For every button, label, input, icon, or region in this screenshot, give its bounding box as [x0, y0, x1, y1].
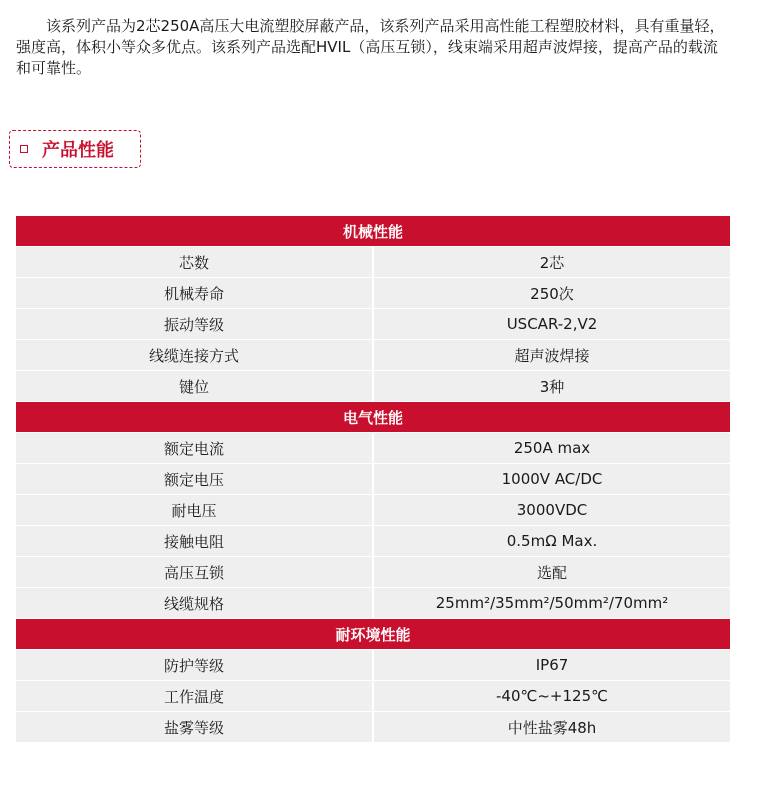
spec-value: -40℃~+125℃ — [373, 681, 730, 712]
section-title: 产品性能 — [42, 140, 114, 161]
spec-key: 额定电流 — [16, 433, 373, 464]
group-title: 耐环境性能 — [16, 619, 730, 650]
spec-key: 防护等级 — [16, 650, 373, 681]
table-row — [16, 278, 730, 309]
table-row — [16, 371, 730, 402]
spec-key: 键位 — [16, 371, 373, 402]
table-row — [16, 464, 730, 495]
spec-value: 超声波焊接 — [373, 340, 730, 371]
section-heading — [9, 130, 141, 168]
spec-key: 高压互锁 — [16, 557, 373, 588]
spec-value: 250A max — [373, 433, 730, 464]
spec-key: 盐雾等级 — [16, 712, 373, 743]
table-row — [16, 588, 730, 619]
table-row — [16, 340, 730, 371]
spec-value: 3种 — [373, 371, 730, 402]
spec-value: 2芯 — [373, 247, 730, 278]
intro-paragraph: 该系列产品为2芯250A高压大电流塑胶屏蔽产品，该系列产品采用高性能工程塑胶材料，具有重量轻，强度高，体积小等众多优点。该系列产品选配HVIL（高压互锁），线束端采用超声波焊接，提高产品的载流和可靠性。 — [16, 17, 725, 77]
table-row — [16, 650, 730, 681]
spec-value: 3000VDC — [373, 495, 730, 526]
spec-table — [16, 216, 730, 743]
group-header-environmental — [16, 619, 730, 650]
group-title: 机械性能 — [16, 216, 730, 247]
group-header-electrical — [16, 402, 730, 433]
table-row — [16, 309, 730, 340]
spec-value: 250次 — [373, 278, 730, 309]
spec-value: 1000V AC/DC — [373, 464, 730, 495]
spec-value: 中性盐雾48h — [373, 712, 730, 743]
spec-key: 芯数 — [16, 247, 373, 278]
spec-key: 接触电阻 — [16, 526, 373, 557]
group-title: 电气性能 — [16, 402, 730, 433]
spec-key: 工作温度 — [16, 681, 373, 712]
table-row — [16, 557, 730, 588]
spec-value: 选配 — [373, 557, 730, 588]
spec-key: 机械寿命 — [16, 278, 373, 309]
spec-key: 耐电压 — [16, 495, 373, 526]
table-row — [16, 495, 730, 526]
spec-key: 线缆规格 — [16, 588, 373, 619]
spec-value: USCAR-2,V2 — [373, 309, 730, 340]
table-row — [16, 712, 730, 743]
table-row — [16, 526, 730, 557]
table-row — [16, 433, 730, 464]
spec-value: 0.5mΩ Max. — [373, 526, 730, 557]
spec-key: 振动等级 — [16, 309, 373, 340]
table-row — [16, 247, 730, 278]
spec-key: 额定电压 — [16, 464, 373, 495]
spec-value: IP67 — [373, 650, 730, 681]
square-bullet-icon — [20, 145, 28, 153]
spec-key: 线缆连接方式 — [16, 340, 373, 371]
spec-value: 25mm²/35mm²/50mm²/70mm² — [373, 588, 730, 619]
group-header-mechanical — [16, 216, 730, 247]
table-row — [16, 681, 730, 712]
